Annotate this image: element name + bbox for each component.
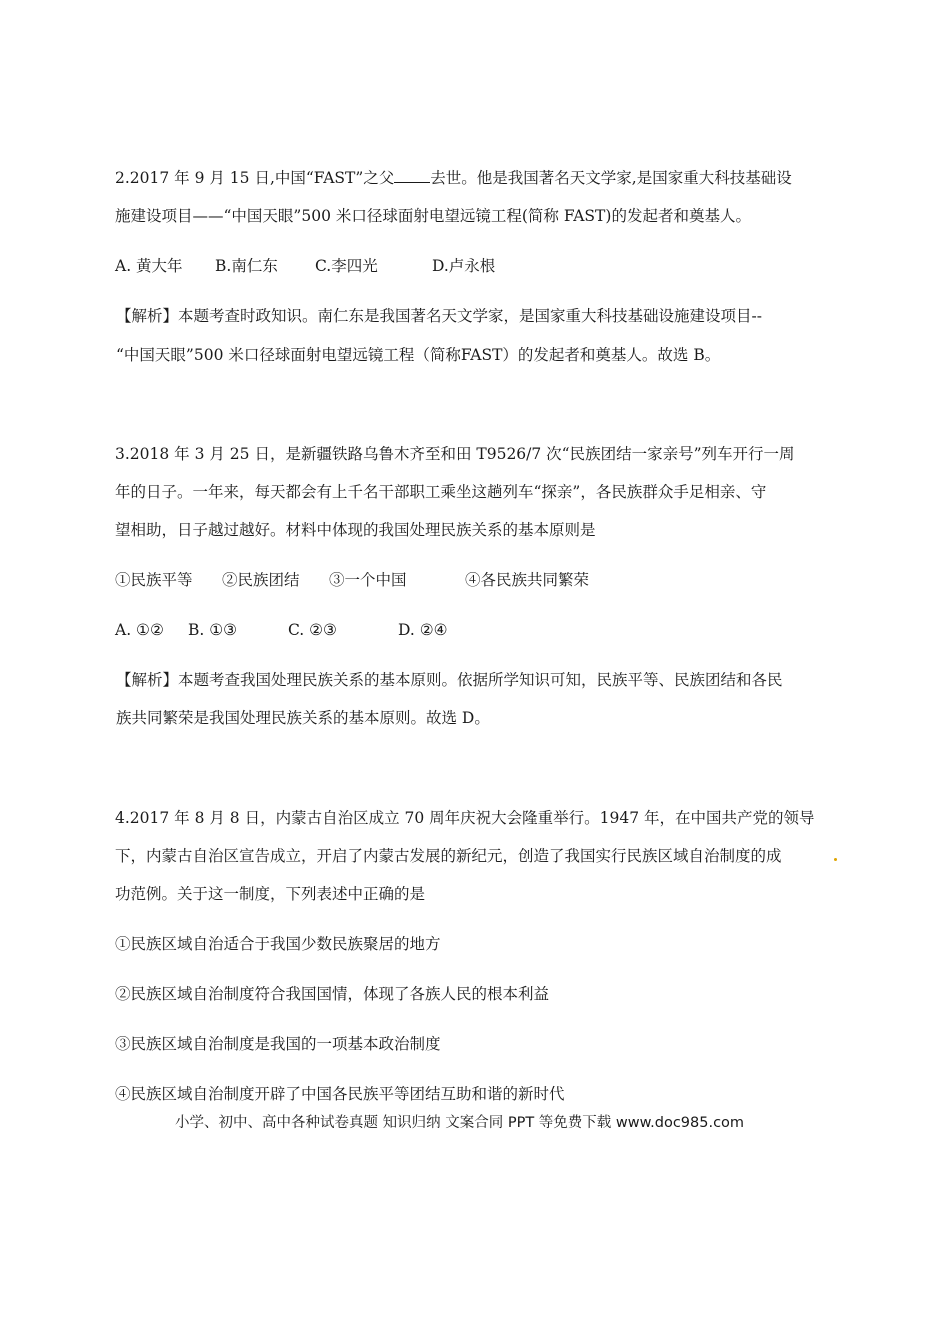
q3-stem-line-2: 年的日子。一年来，每天都会有上千名干部职工乘坐这趟列车“探亲”，各民族群众手足相亲、守 [115,483,767,501]
q3-analysis-line-1: 【解析】本题考查我国处理民族关系的基本原则。依据所学知识可知，民族平等、民族团结和各民 [116,671,783,689]
q4-statement-4: ④民族区域自治制度开辟了中国各民族平等团结互助和谐的新时代 [115,1085,565,1103]
q2-analysis-line-1: 【解析】本题考查时政知识。南仁东是我国著名天文学家，是国家重大科技基础设施建设项目-- [116,307,762,325]
q4-stem-line-1: 4.2017 年 8 月 8 日，内蒙古自治区成立 70 周年庆祝大会隆重举行。1947 年，在中国共产党的领导 [115,809,815,827]
q3-stem-line-1: 3.2018 年 3 月 25 日，是新疆铁路乌鲁木齐至和田 T9526/7 次“民族团结一家亲号”列车开行一周 [115,445,795,463]
q2-option-a: A. 黄大年 [115,257,183,275]
q2-stem-line-1-pre: 2.2017 年 9 月 15 日,中国“FAST”之父 [115,169,395,187]
q2-stem-line-1-post: 去世。他是我国著名天文学家,是国家重大科技基础设 [430,169,792,187]
q3-item-3: ③一个中国 [329,571,407,589]
q2-option-d: D.卢永根 [432,257,496,275]
q2-option-c: C.李四光 [315,257,378,275]
q4-stem-line-3: 功范例。关于这一制度，下列表述中正确的是 [115,885,426,903]
q3-item-4: ④各民族共同繁荣 [465,571,590,589]
q3-item-1: ①民族平等 [115,571,193,589]
q3-item-2: ②民族团结 [222,571,300,589]
page-footer: 小学、初中、高中各种试卷真题 知识归纳 文案合同 PPT 等免费下载 www.doc985.com [175,1115,745,1131]
q4-statement-1: ①民族区域自治适合于我国少数民族聚居的地方 [115,935,441,953]
q2-answer-blank [394,168,430,183]
q2-option-b: B.南仁东 [215,257,278,275]
q2-analysis-line-2: “中国天眼”500 米口径球面射电望远镜工程（简称FAST）的发起者和奠基人。故选 B。 [116,346,721,364]
q4-statement-2: ②民族区域自治制度符合我国国情，体现了各族人民的根本利益 [115,985,550,1003]
margin-mark [834,858,837,861]
q3-option-b: B. ①③ [188,621,238,639]
q2-stem-line-2: 施建设项目——“中国天眼”500 米口径球面射电望远镜工程(简称 FAST)的发起者和奠基人。 [115,207,751,225]
q3-analysis-line-2: 族共同繁荣是我国处理民族关系的基本原则。故选 D。 [116,709,490,727]
q4-statement-3: ③民族区域自治制度是我国的一项基本政治制度 [115,1035,441,1053]
q2-stem-line-1 [115,168,792,188]
q4-stem-line-2: 下，内蒙古自治区宣告成立，开启了内蒙古发展的新纪元，创造了我国实行民族区域自治制度的成 [115,847,782,865]
q3-option-c: C. ②③ [288,621,337,639]
q3-option-a: A. ①② [115,621,164,639]
q3-option-d: D. ②④ [398,621,448,639]
q3-stem-line-3: 望相助，日子越过越好。材料中体现的我国处理民族关系的基本原则是 [115,521,596,539]
